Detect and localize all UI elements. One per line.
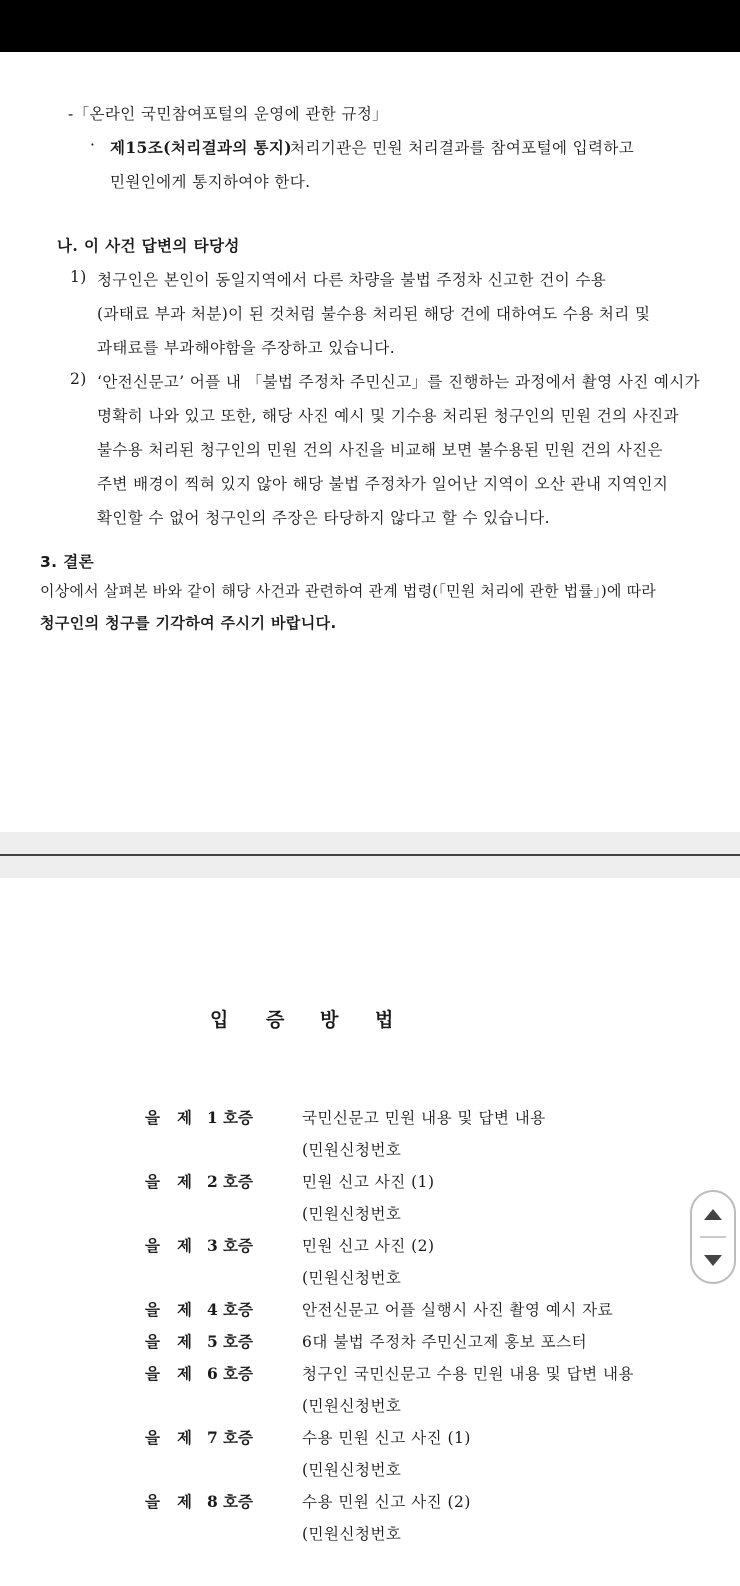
rule-article: 제15조(처리결과의 통지) [110,138,292,157]
rule-bullet: · [90,136,96,154]
evidence-label-1: 을 제 1 호증 [145,1108,253,1127]
rule-title: -「온라인 국민참여포털의 운영에 관한 규정」 [68,105,389,123]
evidence-sub-8: (민원신청번호 [302,1525,402,1543]
evidence-desc-6: 청구인 국민신문고 수용 민원 내용 및 답변 내용 [302,1365,634,1383]
evidence-title-char: 법 [375,1009,394,1031]
evidence-sub-3: (민원신청번호 [302,1269,402,1287]
evidence-title-char: 입 [210,1009,229,1031]
evidence-label-3: 을 제 3 호증 [145,1236,253,1255]
evidence-desc-1: 국민신문고 민원 내용 및 답변 내용 [302,1109,546,1127]
evidence-desc-5: 6대 불법 주정차 주민신고제 홍보 포스터 [302,1333,588,1351]
evidence-label-2: 을 제 2 호증 [145,1172,253,1191]
evidence-desc-8: 수용 민원 신고 사진 (2) [302,1493,471,1511]
item2-line: 불수용 처리된 청구인의 민원 건의 사진을 비교해 보면 불수용된 민원 건의 사진은 [97,441,663,459]
evidence-label-8: 을 제 8 호증 [145,1492,253,1511]
page-gap-bottom [0,856,740,878]
section-na-heading: 나. 이 사건 답변의 타당성 [57,236,240,255]
evidence-label-5: 을 제 5 호증 [145,1332,253,1351]
item2-line: 주변 배경이 찍혀 있지 않아 해당 불법 주정차가 일어난 지역이 오산 관내 지역인지 [97,475,669,493]
item1-number: 1) [70,268,87,286]
rule-text-line-2: 민원인에게 통지하여야 한다. [110,173,311,191]
evidence-sub-1: (민원신청번호 [302,1141,402,1159]
evidence-desc-3: 민원 신고 사진 (2) [302,1237,435,1255]
item2-number: 2) [70,370,87,388]
item1-line: (과태료 부과 처분)이 된 것처럼 불수용 처리된 해당 건에 대하여도 수용 처리 및 [97,305,651,323]
evidence-desc-4: 안전신문고 어플 실행시 사진 촬영 예시 자료 [302,1301,614,1319]
evidence-desc-2: 민원 신고 사진 (1) [302,1173,435,1191]
evidence-label-4: 을 제 4 호증 [145,1300,253,1319]
item2-line: ‘안전신문고’ 어플 내 「불법 주정차 주민신고」를 진행하는 과정에서 촬영 사진 예시가 [97,373,701,391]
document-page-1 [0,52,740,832]
triangle-down-icon [704,1255,722,1266]
scroll-up-button[interactable] [692,1194,734,1234]
evidence-sub-7: (민원신청번호 [302,1461,402,1479]
page-scroll-control[interactable] [690,1190,736,1284]
evidence-label-6: 을 제 6 호증 [145,1364,253,1383]
section3-heading: 3. 결론 [40,553,95,571]
top-black-bar [0,0,740,52]
scroll-down-button[interactable] [692,1240,734,1280]
item1-line: 청구인은 본인이 동일지역에서 다른 차량을 불법 주정차 신고한 건이 수용 [97,271,607,289]
item1-line: 과태료를 부과해야함을 주장하고 있습니다. [97,339,396,357]
evidence-title-char: 방 [320,1009,339,1031]
evidence-sub-6: (민원신청번호 [302,1397,402,1415]
evidence-sub-2: (민원신청번호 [302,1205,402,1223]
evidence-desc-7: 수용 민원 신고 사진 (1) [302,1429,471,1447]
scroll-divider [700,1236,726,1238]
page-gap-top [0,832,740,854]
evidence-title-char: 증 [266,1009,285,1031]
conclusion-line-2: 청구인의 청구를 기각하여 주시기 바랍니다. [40,614,337,632]
item2-line: 확인할 수 없어 청구인의 주장은 타당하지 않다고 할 수 있습니다. [97,509,550,527]
rule-text-line-1: 처리기관은 민원 처리결과를 참여포털에 입력하고 [290,139,635,157]
item2-line: 명확히 나와 있고 또한, 해당 사진 예시 및 기수용 처리된 청구인의 민원 건의 사진과 [97,407,679,425]
evidence-label-7: 을 제 7 호증 [145,1428,253,1447]
conclusion-line-1: 이상에서 살펴본 바와 같이 해당 사건과 관련하여 관계 법령(「민원 처리에 관한 법률」)에 따라 [40,582,656,600]
triangle-up-icon [704,1209,722,1220]
